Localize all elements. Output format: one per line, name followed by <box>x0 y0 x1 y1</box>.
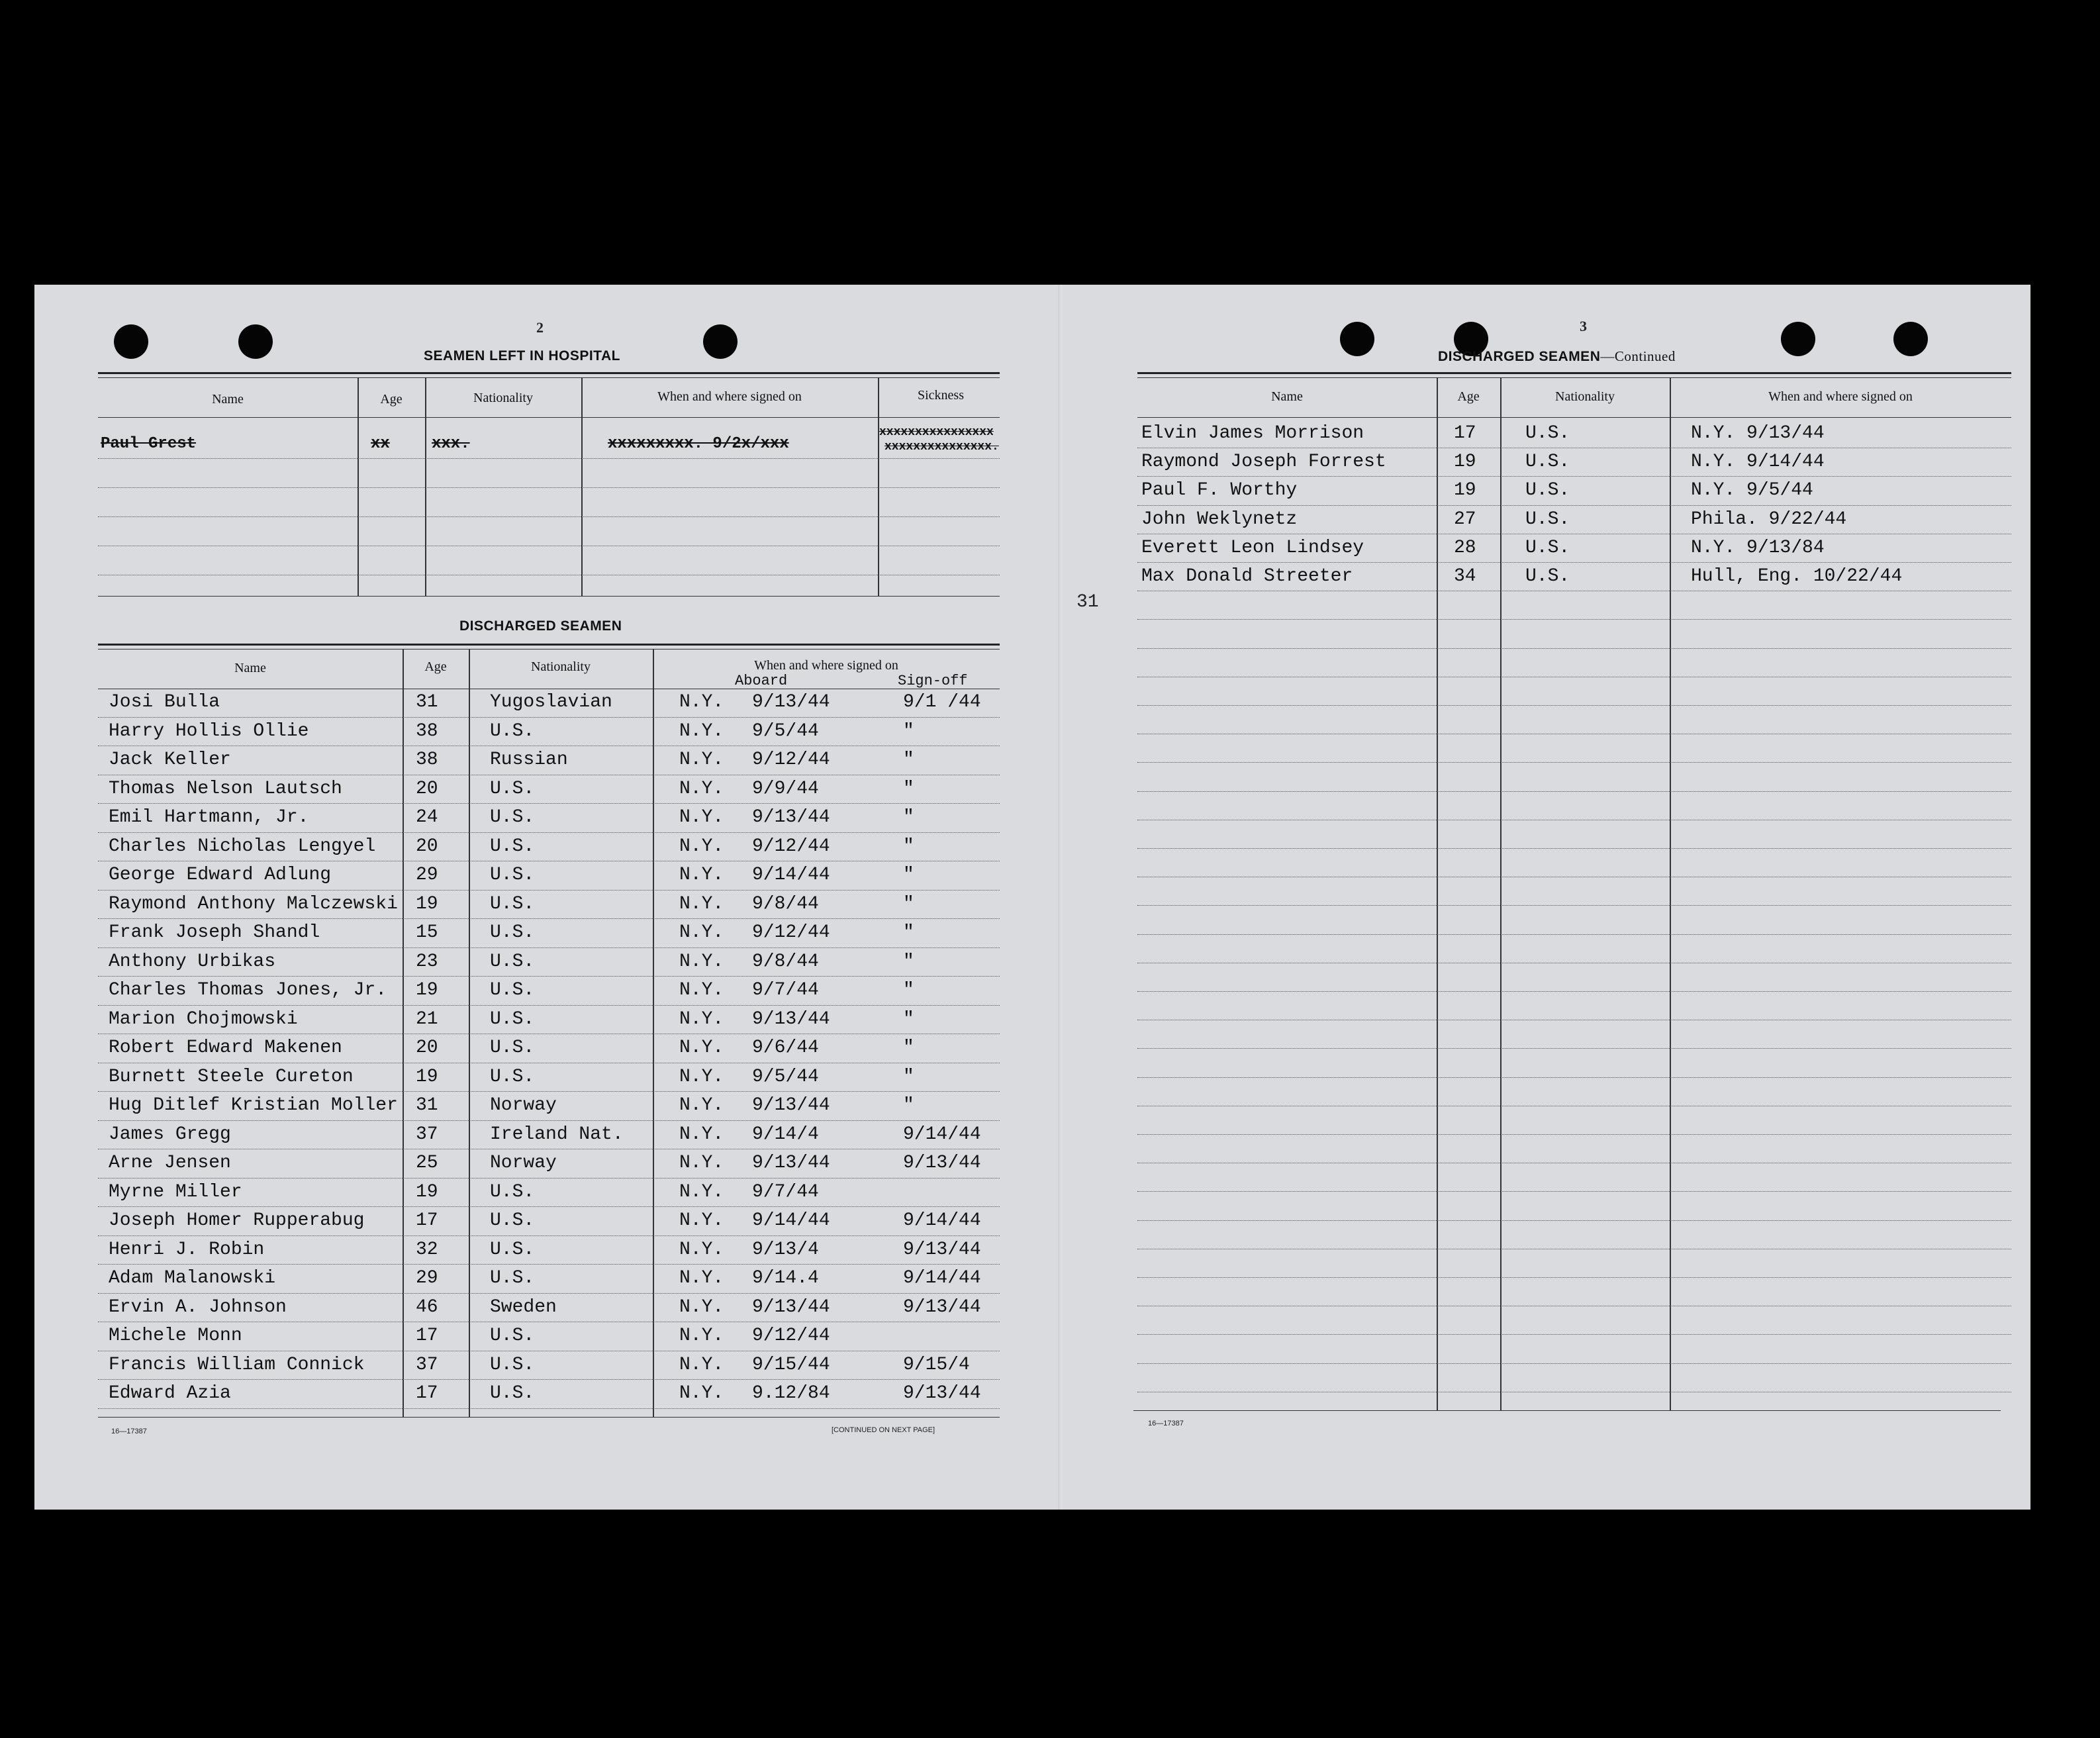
signed-on: Hull, Eng. 10/22/44 <box>1691 566 1903 587</box>
signed-place: N.Y. <box>679 1124 724 1145</box>
rule <box>1137 377 2011 378</box>
sign-off-date: " <box>903 865 914 885</box>
signed-date: 9/12/44 <box>752 922 830 943</box>
header-name: Name <box>1271 389 1303 404</box>
seaman-nationality: U.S. <box>1525 508 1570 530</box>
punch-hole <box>703 324 738 359</box>
signed-date: 9/14/44 <box>752 865 830 885</box>
signed-place: N.Y. <box>679 1268 724 1288</box>
seaman-name: Raymond Joseph Forrest <box>1141 452 1386 473</box>
signed-on: N.Y. 9/13/44 <box>1691 423 1825 444</box>
table-row <box>98 489 1000 517</box>
discharged-continued-title <box>1438 348 1676 365</box>
seaman-nationality: U.S. <box>1525 423 1570 444</box>
seaman-age: 38 <box>416 720 438 742</box>
seaman-name: Frank Joseph Shandl <box>109 922 320 943</box>
seaman-nationality: U.S. <box>1525 452 1570 473</box>
signed-place: N.Y. <box>679 1153 724 1173</box>
table-row <box>1137 1049 2011 1077</box>
signed-place: N.Y. <box>679 1326 724 1346</box>
seaman-name: Anthony Urbikas <box>109 951 276 972</box>
seaman-nationality: Norway <box>490 1153 557 1173</box>
seaman-name: George Edward Adlung <box>109 865 332 885</box>
sign-off-date: " <box>903 807 914 828</box>
signed-place: N.Y. <box>679 807 724 828</box>
signed-date: 9/13/44 <box>752 1008 830 1030</box>
seaman-name: Robert Edward Makenen <box>109 1038 342 1058</box>
signed-place: N.Y. <box>679 1239 724 1260</box>
struck-nationality: xxx. <box>432 435 470 453</box>
table-row <box>1137 849 2011 877</box>
sign-off-date: 9/13/44 <box>903 1153 981 1173</box>
seaman-name: Josi Bulla <box>109 692 220 712</box>
rule <box>98 417 1000 418</box>
table-row <box>1137 706 2011 734</box>
table-row <box>1137 792 2011 820</box>
seaman-name: Hug Ditlef Kristian Moller <box>109 1095 398 1116</box>
title-main: DISCHARGED SEAMEN <box>1438 349 1601 364</box>
table-row <box>1137 1306 2011 1335</box>
rule <box>98 596 1000 597</box>
header-age: Age <box>424 659 447 674</box>
seaman-nationality: U.S. <box>490 1181 535 1202</box>
seaman-name: Ervin A. Johnson <box>109 1296 287 1318</box>
continued-note: [CONTINUED ON NEXT PAGE] <box>832 1426 935 1434</box>
signed-date: 9/13/44 <box>752 1296 830 1318</box>
seaman-age: 19 <box>416 980 438 1000</box>
seaman-nationality: U.S. <box>490 1210 535 1231</box>
sign-off-date: 9/14/44 <box>903 1268 981 1288</box>
seaman-name: Jack Keller <box>109 749 231 770</box>
seaman-nationality: Russian <box>490 749 568 770</box>
signed-date: 9.12/84 <box>752 1383 830 1404</box>
title-cont: —Continued <box>1600 348 1676 364</box>
signed-date: 9/14/44 <box>752 1210 830 1231</box>
seaman-name: Arne Jensen <box>109 1153 231 1173</box>
seaman-age: 17 <box>416 1210 438 1231</box>
signed-date: 9/5/44 <box>752 1066 819 1087</box>
seaman-nationality: U.S. <box>490 1066 535 1087</box>
sign-off-date: 9/13/44 <box>903 1296 981 1318</box>
rule <box>98 1417 1000 1418</box>
sign-off-date: " <box>903 922 914 943</box>
sign-off-date: 9/13/44 <box>903 1383 981 1404</box>
seaman-nationality: U.S. <box>490 1354 535 1375</box>
page-number: 3 <box>1580 318 1587 334</box>
table-row <box>98 1380 1000 1409</box>
form-number: 16—17387 <box>111 1427 147 1435</box>
signed-place: N.Y. <box>679 1210 724 1231</box>
struck-name: Paul Grest <box>101 435 197 453</box>
signed-place: N.Y. <box>679 922 724 943</box>
seaman-nationality: U.S. <box>490 1383 535 1404</box>
sign-off-date: " <box>903 951 914 972</box>
seaman-age: 19 <box>416 1066 438 1087</box>
signed-date: 9/13/44 <box>752 1095 830 1116</box>
seaman-name: Charles Thomas Jones, Jr. <box>109 980 387 1000</box>
struck-signed-on: xxxxxxxxx. 9/2x/xxx <box>608 435 789 453</box>
seaman-name: Thomas Nelson Lautsch <box>109 778 342 799</box>
sign-off-date: 9/14/44 <box>903 1210 981 1231</box>
seaman-age: 29 <box>416 865 438 885</box>
seaman-nationality: U.S. <box>490 836 535 857</box>
seaman-nationality: U.S. <box>490 720 535 742</box>
signed-place: N.Y. <box>679 1038 724 1058</box>
signed-date: 9/8/44 <box>752 893 819 914</box>
sign-off-date: 9/13/44 <box>903 1239 981 1260</box>
seaman-age: 25 <box>416 1153 438 1173</box>
table-row <box>1137 677 2011 706</box>
sign-off-date: " <box>903 720 914 742</box>
table-row <box>1137 820 2011 849</box>
rule <box>1137 417 2011 418</box>
seaman-age: 17 <box>416 1326 438 1346</box>
header-sickness: Sickness <box>918 388 964 403</box>
table-row <box>1137 1106 2011 1135</box>
table-row <box>1137 1135 2011 1163</box>
seaman-name: Francis William Connick <box>109 1354 365 1375</box>
table-row <box>1137 1249 2011 1278</box>
punch-hole <box>1781 322 1815 356</box>
table-row <box>1137 1364 2011 1392</box>
table-row <box>1137 1278 2011 1306</box>
punch-hole <box>114 324 148 359</box>
seaman-nationality: U.S. <box>490 893 535 914</box>
signed-place: N.Y. <box>679 1181 724 1202</box>
signed-place: N.Y. <box>679 1354 724 1375</box>
seaman-name: Max Donald Streeter <box>1141 566 1353 587</box>
hospital-title: SEAMEN LEFT IN HOSPITAL <box>424 348 620 363</box>
seaman-age: 27 <box>1454 508 1476 530</box>
signed-place: N.Y. <box>679 1383 724 1404</box>
table-row <box>1137 649 2011 677</box>
signed-date: 9/7/44 <box>752 1181 819 1202</box>
seaman-nationality: U.S. <box>1525 566 1570 587</box>
header-sign-off: Sign-off <box>898 673 968 689</box>
seaman-nationality: U.S. <box>490 922 535 943</box>
form-number: 16—17387 <box>1148 1420 1184 1427</box>
table-row <box>1137 992 2011 1020</box>
signed-on: Phila. 9/22/44 <box>1691 508 1847 530</box>
signed-date: 9/13/4 <box>752 1239 819 1260</box>
sign-off-date: " <box>903 893 914 914</box>
seaman-age: 24 <box>416 807 438 828</box>
signed-place: N.Y. <box>679 778 724 799</box>
signed-place: N.Y. <box>679 692 724 712</box>
seaman-age: 19 <box>1454 480 1476 501</box>
signed-date: 9/12/44 <box>752 836 830 857</box>
signed-date: 9/7/44 <box>752 980 819 1000</box>
seaman-nationality: U.S. <box>490 778 535 799</box>
seaman-name: Charles Nicholas Lengyel <box>109 836 376 857</box>
seaman-age: 31 <box>416 1095 438 1116</box>
seaman-age: 20 <box>416 836 438 857</box>
seaman-nationality: U.S. <box>1525 480 1570 501</box>
seaman-name: Harry Hollis Ollie <box>109 720 309 742</box>
rule <box>98 649 1000 650</box>
sign-off-date: 9/14/44 <box>903 1124 981 1145</box>
page-number: 2 <box>536 319 544 336</box>
seaman-nationality: U.S. <box>490 1038 535 1058</box>
table-row <box>1137 906 2011 934</box>
seaman-age: 34 <box>1454 566 1476 587</box>
header-age: Age <box>1457 389 1480 404</box>
seaman-name: Raymond Anthony Malczewski <box>109 893 398 914</box>
header-aboard: Aboard <box>735 673 788 689</box>
signed-place: N.Y. <box>679 865 724 885</box>
rule <box>98 372 1000 374</box>
seaman-nationality: Sweden <box>490 1296 557 1318</box>
seaman-age: 32 <box>416 1239 438 1260</box>
seaman-age: 31 <box>416 692 438 712</box>
signed-date: 9/15/44 <box>752 1354 830 1375</box>
seaman-age: 19 <box>1454 452 1476 473</box>
rule <box>1133 1410 2001 1411</box>
table-row <box>1137 734 2011 763</box>
seaman-nationality: U.S. <box>490 1326 535 1346</box>
table-row <box>98 459 1000 488</box>
table-row <box>98 430 1000 459</box>
seaman-age: 19 <box>416 1181 438 1202</box>
signed-date: 9/5/44 <box>752 720 819 742</box>
seaman-name: Michele Monn <box>109 1326 242 1346</box>
seaman-name: Marion Chojmowski <box>109 1008 298 1030</box>
signed-place: N.Y. <box>679 720 724 742</box>
seaman-name: Elvin James Morrison <box>1141 423 1364 444</box>
sign-off-date: " <box>903 778 914 799</box>
rule <box>1137 372 2011 374</box>
sign-off-date: " <box>903 749 914 770</box>
seaman-nationality: U.S. <box>490 1268 535 1288</box>
table-row <box>1137 591 2011 620</box>
seaman-age: 21 <box>416 1008 438 1030</box>
seaman-nationality: U.S. <box>490 1239 535 1260</box>
seaman-age: 37 <box>416 1354 438 1375</box>
seaman-name: Burnett Steele Cureton <box>109 1066 354 1087</box>
punch-hole <box>1340 322 1374 356</box>
seaman-age: 20 <box>416 1038 438 1058</box>
margin-number: 31 <box>1076 592 1099 612</box>
table-row <box>98 547 1000 575</box>
seaman-age: 28 <box>1454 537 1476 558</box>
table-row <box>1137 763 2011 791</box>
seaman-nationality: U.S. <box>490 980 535 1000</box>
seaman-name: Everett Leon Lindsey <box>1141 537 1364 558</box>
signed-place: N.Y. <box>679 951 724 972</box>
seaman-name: Joseph Homer Rupperabug <box>109 1210 365 1231</box>
signed-date: 9/6/44 <box>752 1038 819 1058</box>
signed-place: N.Y. <box>679 836 724 857</box>
seaman-nationality: Yugoslavian <box>490 692 612 712</box>
seaman-name: Myrne Miller <box>109 1181 242 1202</box>
signed-on: N.Y. 9/13/84 <box>1691 537 1825 558</box>
seaman-nationality: U.S. <box>490 1008 535 1030</box>
signed-date: 9/13/44 <box>752 692 830 712</box>
signed-date: 9/12/44 <box>752 749 830 770</box>
seaman-age: 46 <box>416 1296 438 1318</box>
sign-off-date: 9/1 /44 <box>903 692 981 712</box>
sign-off-date: 9/15/4 <box>903 1354 970 1375</box>
struck-age: xx <box>371 435 390 453</box>
signed-date: 9/9/44 <box>752 778 819 799</box>
header-nationality: Nationality <box>473 391 533 405</box>
seaman-age: 23 <box>416 951 438 972</box>
seaman-name: Adam Malanowski <box>109 1268 276 1288</box>
signed-date: 9/13/44 <box>752 1153 830 1173</box>
seaman-age: 19 <box>416 893 438 914</box>
signed-place: N.Y. <box>679 893 724 914</box>
table-row <box>1137 935 2011 963</box>
sign-off-date: " <box>903 836 914 857</box>
header-signed-on: When and where signed on <box>754 658 898 673</box>
seaman-age: 37 <box>416 1124 438 1145</box>
sign-off-date: " <box>903 1066 914 1087</box>
signed-place: N.Y. <box>679 1066 724 1087</box>
table-row <box>1137 963 2011 992</box>
signed-on: N.Y. 9/14/44 <box>1691 452 1825 473</box>
seaman-nationality: Ireland Nat. <box>490 1124 624 1145</box>
header-nationality: Nationality <box>531 659 591 674</box>
signed-date: 9/8/44 <box>752 951 819 972</box>
signed-place: N.Y. <box>679 980 724 1000</box>
table-row <box>1137 1335 2011 1363</box>
table-row <box>1137 1221 2011 1249</box>
header-nationality: Nationality <box>1555 389 1615 404</box>
signed-date: 9/14/4 <box>752 1124 819 1145</box>
seaman-name: James Gregg <box>109 1124 231 1145</box>
header-name: Name <box>212 392 244 407</box>
table-row <box>1137 1163 2011 1192</box>
struck-sickness: xxxxxxxxxxxxxxxx <box>879 426 994 439</box>
sign-off-date: " <box>903 980 914 1000</box>
header-signed-on: When and where signed on <box>657 389 802 404</box>
signed-place: N.Y. <box>679 1296 724 1318</box>
seaman-nationality: U.S. <box>490 865 535 885</box>
seaman-age: 38 <box>416 749 438 770</box>
seaman-age: 17 <box>1454 423 1476 444</box>
table-row <box>1137 1192 2011 1220</box>
punch-hole <box>238 324 273 359</box>
table-row <box>98 518 1000 546</box>
seaman-age: 29 <box>416 1268 438 1288</box>
rule <box>98 644 1000 646</box>
table-row <box>1137 620 2011 648</box>
seaman-name: Paul F. Worthy <box>1141 480 1298 501</box>
sign-off-date: " <box>903 1008 914 1030</box>
seaman-age: 17 <box>416 1383 438 1404</box>
table-row <box>1137 1078 2011 1106</box>
table-row <box>1137 877 2011 906</box>
header-signed-on: When and where signed on <box>1768 389 1913 404</box>
signed-place: N.Y. <box>679 1008 724 1030</box>
signed-date: 9/13/44 <box>752 807 830 828</box>
seaman-name: Edward Azia <box>109 1383 231 1404</box>
seaman-age: 20 <box>416 778 438 799</box>
header-name: Name <box>234 661 266 675</box>
signed-on: N.Y. 9/5/44 <box>1691 480 1813 501</box>
seaman-name: Emil Hartmann, Jr. <box>109 807 309 828</box>
seaman-age: 15 <box>416 922 438 943</box>
header-age: Age <box>380 392 403 407</box>
signed-date: 9/14.4 <box>752 1268 819 1288</box>
seaman-nationality: U.S. <box>490 807 535 828</box>
seaman-nationality: U.S. <box>1525 537 1570 558</box>
seaman-nationality: Norway <box>490 1095 557 1116</box>
punch-hole <box>1893 322 1928 356</box>
rule <box>98 377 1000 378</box>
discharged-title: DISCHARGED SEAMEN <box>459 618 622 634</box>
seaman-name: Henri J. Robin <box>109 1239 265 1260</box>
seaman-nationality: U.S. <box>490 951 535 972</box>
table-row <box>1137 1020 2011 1049</box>
signed-place: N.Y. <box>679 1095 724 1116</box>
struck-sickness: xxxxxxxxxxxxxxx. <box>884 440 999 454</box>
signed-date: 9/12/44 <box>752 1326 830 1346</box>
seaman-name: John Weklynetz <box>1141 508 1298 530</box>
signed-place: N.Y. <box>679 749 724 770</box>
sign-off-date: " <box>903 1095 914 1116</box>
sign-off-date: " <box>903 1038 914 1058</box>
